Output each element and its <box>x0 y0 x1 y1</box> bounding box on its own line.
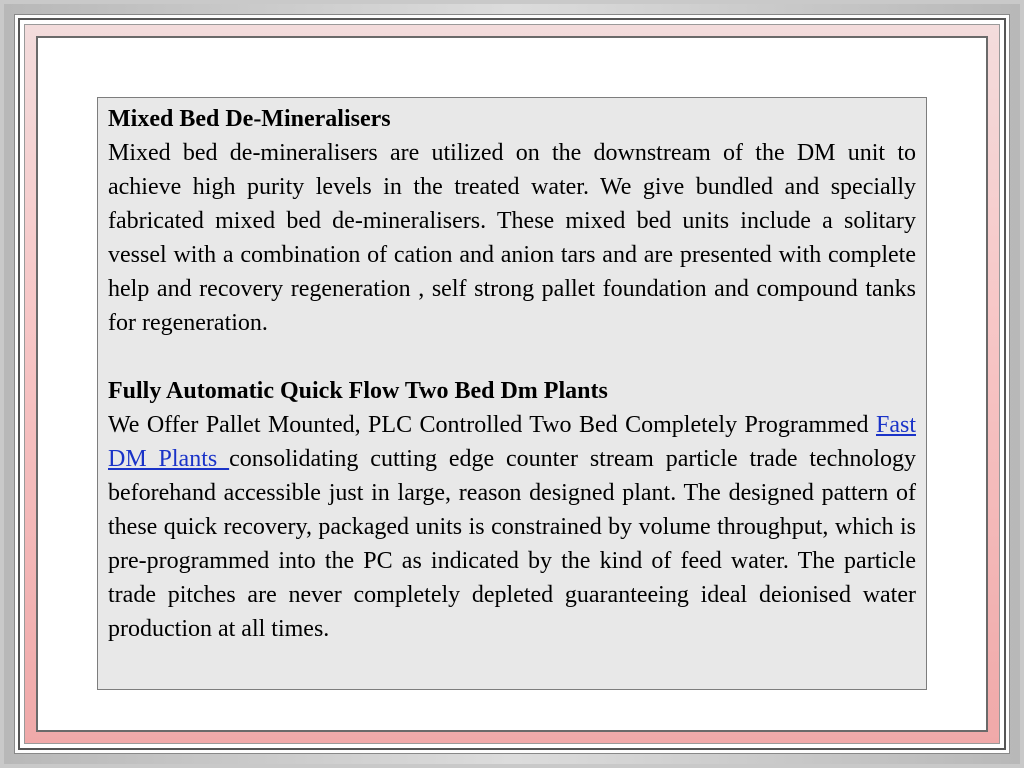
section2-heading: Fully Automatic Quick Flow Two Bed Dm Plants <box>108 378 608 404</box>
section1-heading: Mixed Bed De-Mineralisers <box>108 106 391 132</box>
section2-body <box>108 408 916 646</box>
content-text-box <box>97 97 927 690</box>
section1-body: Mixed bed de-mineralisers are utilized on the downstream of the DM unit to achieve high purity levels in the treated water. We give bundled and specially fabricated mixed bed de-mineralisers. These mixed bed units include a solitary vessel with a combination of cation and anion tars and are presented with complete help and recovery regeneration , self strong pallet foundation and compound tanks for regeneration. <box>108 140 916 336</box>
section2-body-after-link: consolidating cutting edge counter stream particle trade technology beforehand accessible just in large, reason designed plant. The designed pattern of these quick recovery, packaged units is constrained by volume throughput, which is pre-programmed into the PC as indicated by the kind of feed water. The particle trade pitches are never completely depleted guaranteeing ideal deionised water production at all times. <box>108 446 916 642</box>
fast-dm-plants-link[interactable]: Fast DM Plants <box>108 412 916 472</box>
section2-body-before-link: We Offer Pallet Mounted, PLC Controlled Two Bed Completely Programmed <box>108 412 876 438</box>
paragraph-spacer <box>108 340 916 374</box>
